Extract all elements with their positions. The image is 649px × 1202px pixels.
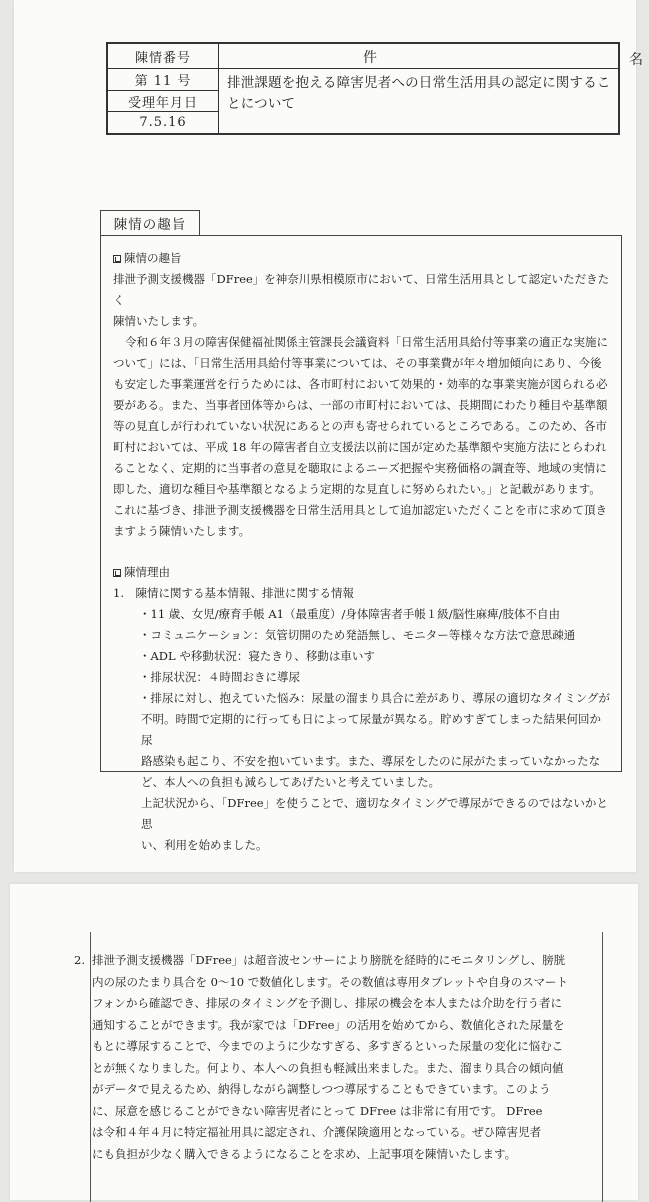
document-page-1 xyxy=(14,0,643,872)
body-line: 通知することができます。我が家では「DFree」の活用を始めてから、数値化された尿量を xyxy=(92,1017,565,1032)
body-line: にも負担が少なく購入できるようになることを求め、上記事項を陳情いたします。 xyxy=(92,1146,517,1161)
body-line: 令和６年３月の障害保健福祉関係主管課長会議資料「日常生活用具給付等事業の適正な実施に xyxy=(125,335,608,349)
item-title: 1. 陳情に関する基本情報、排泄に関する情報 xyxy=(113,586,354,600)
body-line: ついて」には、「日常生活用具給付等事業については、その事業費が年々増加傾向にあり、今後 xyxy=(113,356,602,370)
body-line: い、利用を始めました。 xyxy=(141,838,268,852)
body-line: 即した、適切な種目や基準額となるよう定期的な見直しに努められたい。」と記載があります。 xyxy=(113,482,601,496)
body-line: 路感染も起こり、不安を抱いています。また、導尿をしたのに尿がたまっていなかったな xyxy=(141,754,601,768)
section-heading-text: 陳情の趣旨 xyxy=(124,251,182,265)
body-line: ど、本人への負担も減らしてあげたいと考えていました。 xyxy=(141,775,440,789)
bullet-line: ・ADL や移動状況：寝たきり、移動は車いす xyxy=(139,649,375,663)
petition-number: 第 11 号 xyxy=(134,73,192,89)
label-received-date: 受理年月日 xyxy=(108,90,218,112)
body-line: もとに導尿することで、今までのように少なすぎる、多すぎるといった尿量の変化に悩むこ xyxy=(92,1039,564,1053)
body-line: 陳情いたします。 xyxy=(113,314,205,328)
section-heading-reason xyxy=(113,562,611,583)
header-table xyxy=(106,42,643,135)
subject-line: とについて xyxy=(227,96,296,112)
bullet-line: ・排尿状況：４時間おきに導尿 xyxy=(139,670,300,684)
body-line: これに基づき、排泄予測支援機器を日常生活用具として追加認定いただくことを市に求めて頂き xyxy=(113,503,608,517)
label-subject-right: 名 xyxy=(629,52,643,68)
summary-tab-label: 陳情の趣旨 xyxy=(100,210,200,235)
body-line: 等の見直しが行われていない状況にあるとの声も寄せられているところである。このため、各市 xyxy=(113,419,607,433)
document-page-2 xyxy=(10,884,638,1200)
body-line: に、尿意を感じることができない障害児者にとって DFree は非常に有用です。 DFree xyxy=(92,1103,543,1118)
received-date: 7.5.16 xyxy=(108,111,218,133)
body-line: 不明。時間で定期的に行っても日によって尿量が異なる。貯めすぎてしまった結果何回か尿 xyxy=(141,712,601,747)
body-line: は令和４年４月に特定福祉用具に認定され、介護保険適用となっている。ぜひ障害児者 xyxy=(92,1125,542,1139)
body-line: フォンから確認でき、排尿のタイミングを予測し、排尿の機会を本人または介助を行う者に xyxy=(92,996,562,1010)
border-line xyxy=(602,932,603,1202)
label-petition-number: 陳情番号 xyxy=(134,50,191,66)
body-line: も安定した事業運営を行うためには、各市町村において効果的・効率的な事業実施が図られる必 xyxy=(113,377,608,391)
item-2-body xyxy=(74,950,592,1165)
bullet-line: ・11 歳、女児/療育手帳 A1（最重度）/身体障害者手帳１級/脳性麻痺/肢体不自由 xyxy=(139,607,561,621)
body-line: 内の尿のたまり具合を 0～10 で数値化します。その数値は専用タブレットや自身のスマート xyxy=(92,974,569,989)
body-line: 要がある。また、当事者団体等からは、一部の市町村においては、長期間にわたり種目や基準額 xyxy=(113,398,608,412)
subject-line: 排泄課題を抱える障害児者への日常生活用具の認定に関するこ xyxy=(227,75,611,91)
petition-subject xyxy=(227,73,612,115)
checkbox-icon xyxy=(113,569,121,577)
body-line: ることなく、定期的に当事者の意見を聴取によるニーズ把握や実務価格の調査等、地域の実情に xyxy=(113,461,607,475)
item-number: 2. xyxy=(74,953,85,967)
section-heading-purpose xyxy=(113,248,611,269)
body-line: 排泄予測支援機器「DFree」は超音波センサーにより膀胱を経時的にモニタリングし、膀胱 xyxy=(92,953,566,967)
body-line: がデータで見えるため、納得しながら調整しつつ導尿することもできています。このよう xyxy=(92,1082,551,1096)
border-line xyxy=(90,932,91,1202)
body-line: 上記状況から、「DFree」を使うことで、適切なタイミングで導尿ができるのではないかと思 xyxy=(141,796,608,831)
checkbox-icon xyxy=(113,255,121,263)
bullet-line: ・コミュニケーション：気管切開のため発語無し、モニター等様々な方法で意思疎通 xyxy=(139,628,576,642)
label-subject-left: 件 xyxy=(363,50,377,66)
bullet-line: ・排尿に対し、抱えていた悩み：尿量の溜まり具合に差があり、導尿の適切なタイミングが xyxy=(139,691,611,705)
body-line: 町村においては、平成 18 年の障害者自立支援法以前に国が定めた基準額や実施方法にとらわれ xyxy=(113,440,607,454)
summary-box xyxy=(100,235,622,852)
body-line: ますよう陳情いたします。 xyxy=(113,524,251,538)
body-line: とが無くなりました。何より、本人への負担も軽減出来ました。また、溜まり具合の傾向値 xyxy=(92,1060,564,1075)
body-line: 排泄予測支援機器「DFree」を神奈川県相模原市において、日常生活用具として認定いただきたく xyxy=(113,272,610,307)
section-heading-text: 陳情理由 xyxy=(124,565,170,579)
